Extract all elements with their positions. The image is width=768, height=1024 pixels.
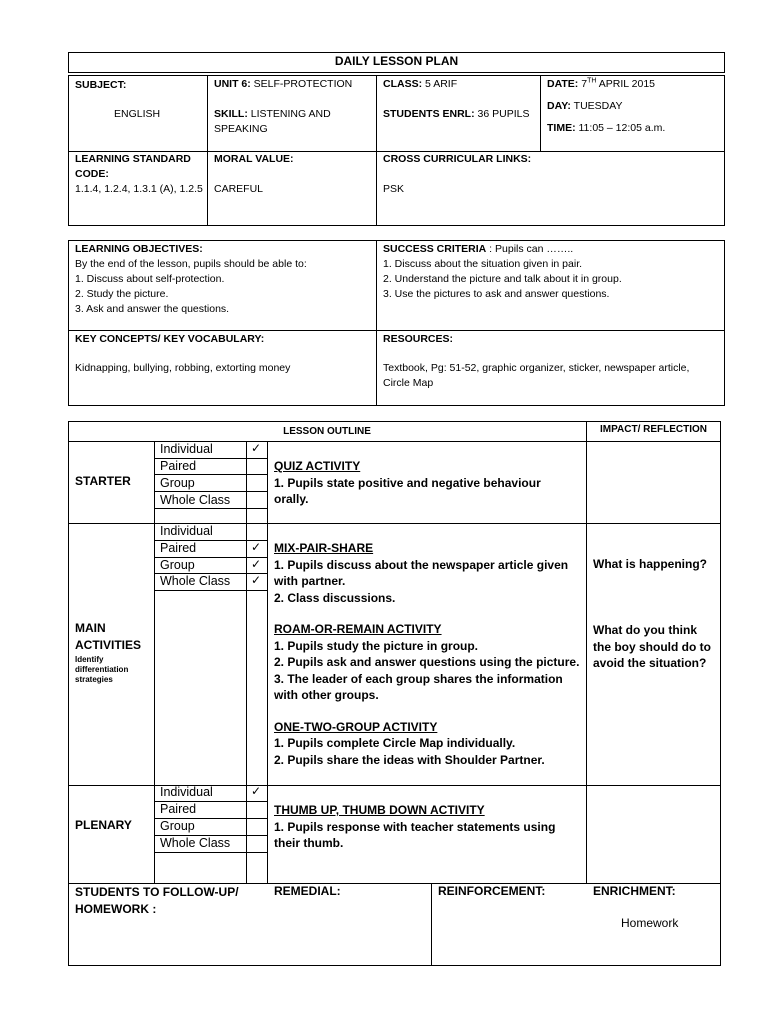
- reinforcement-label: REINFORCEMENT:: [438, 884, 546, 898]
- grouping-paired: Paired: [160, 459, 197, 473]
- unit-field: [214, 77, 374, 92]
- moral-value: CAREFUL: [214, 183, 264, 195]
- grouping-group: Group: [160, 476, 195, 490]
- objective-item: 3. Ask and answer the questions.: [75, 303, 230, 315]
- success-item: 3. Use the pictures to ask and answer questions.: [383, 288, 610, 300]
- cross-curricular-label: CROSS CURRICULAR LINKS:: [383, 153, 532, 165]
- grouping-group: Group: [160, 819, 195, 833]
- objective-item: 1. Discuss about self-protection.: [75, 273, 225, 285]
- check-icon: ✓: [250, 540, 262, 554]
- key-vocabulary-value: Kidnapping, bullying, robbing, extorting money: [75, 362, 291, 374]
- starter-activity-title: QUIZ ACTIVITY: [274, 459, 361, 473]
- activity-title: MIX-PAIR-SHARE: [274, 541, 374, 555]
- time-value: 11:05 – 12:05 a.m.: [575, 122, 666, 134]
- class-field: [383, 77, 457, 92]
- class-value: 5 ARIF: [422, 78, 458, 90]
- grouping-paired: Paired: [160, 802, 197, 816]
- grouping-group: Group: [160, 558, 195, 572]
- enrichment-value: Homework: [621, 916, 679, 930]
- students-field: [383, 107, 529, 122]
- plenary-label: PLENARY: [75, 818, 132, 832]
- starter-activity: [274, 458, 574, 508]
- success-item: 1. Discuss about the situation given in pair.: [383, 258, 583, 270]
- grouping-individual: Individual: [160, 442, 213, 456]
- plenary-activity-line: 1. Pupils response with teacher statements using their thumb.: [274, 819, 556, 850]
- impact-reflection-header: IMPACT/ REFLECTION: [599, 424, 708, 435]
- activity-line: 2. Pupils ask and answer questions using the picture.: [274, 655, 580, 669]
- unit-value: SELF-PROTECTION: [250, 78, 353, 90]
- reflection-question: What is happening?: [593, 557, 707, 571]
- date-suffix: TH: [587, 77, 597, 85]
- moral-value-label: MORAL VALUE:: [214, 153, 294, 165]
- day-value: TUESDAY: [570, 100, 623, 112]
- unit-label: UNIT 6:: [214, 78, 251, 90]
- activity-title: ONE-TWO-GROUP ACTIVITY: [274, 719, 438, 734]
- date-day: 7: [578, 78, 588, 90]
- success-intro: : Pupils can ……..: [486, 243, 574, 255]
- activity-title: ROAM-OR-REMAIN ACTIVITY: [274, 622, 442, 636]
- date-label: DATE:: [547, 78, 579, 90]
- remedial-label: REMEDIAL:: [274, 884, 341, 898]
- grouping-whole-class: Whole Class: [160, 836, 231, 850]
- class-label: CLASS:: [383, 78, 423, 90]
- grouping-paired: Paired: [160, 541, 197, 555]
- reflection-question: What do you think the boy should do to avoid the situation?: [593, 623, 711, 670]
- grouping-whole-class: Whole Class: [160, 574, 231, 588]
- activity-line: 1. Pupils complete Circle Map individually.: [274, 736, 516, 750]
- day-label: DAY:: [547, 100, 571, 112]
- check-icon: ✓: [250, 441, 262, 455]
- date-field: [547, 77, 655, 92]
- starter-label: STARTER: [75, 474, 131, 488]
- main-activities-content: [274, 540, 580, 768]
- students-label: STUDENTS ENRL:: [383, 108, 475, 120]
- check-icon: ✓: [250, 557, 262, 571]
- key-vocabulary-label: KEY CONCEPTS/ KEY VOCABULARY:: [75, 333, 265, 345]
- activity-line: 1. Pupils discuss about the newspaper article given with partner.: [274, 557, 569, 588]
- plenary-activity: [274, 802, 574, 852]
- success-criteria: [383, 242, 721, 302]
- learning-standard-value: 1.1.4, 1.2.4, 1.3.1 (A), 1.2.5: [75, 183, 203, 195]
- learning-standard-label: LEARNING STANDARD CODE:: [75, 153, 191, 180]
- starter-activity-line: 1. Pupils state positive and negative behaviour orally.: [274, 475, 541, 506]
- grouping-individual: Individual: [160, 524, 213, 538]
- subject-value: ENGLISH: [114, 108, 161, 120]
- page-title: DAILY LESSON PLAN: [334, 54, 459, 68]
- success-item: 2. Understand the picture and talk about it in group.: [383, 273, 622, 285]
- resources-label: RESOURCES:: [383, 333, 454, 345]
- objectives-label: LEARNING OBJECTIVES:: [75, 243, 203, 255]
- day-field: [547, 99, 622, 114]
- date-rest: APRIL 2015: [596, 78, 655, 90]
- grouping-individual: Individual: [160, 785, 213, 799]
- cross-curricular-value: PSK: [383, 183, 405, 195]
- check-icon: ✓: [250, 573, 262, 587]
- objective-item: 2. Study the picture.: [75, 288, 169, 300]
- learning-objectives: [75, 242, 373, 317]
- objectives-intro: By the end of the lesson, pupils should be able to:: [75, 258, 307, 270]
- resources-value: Textbook, Pg: 51-52, graphic organizer, sticker, newspaper article, Circle Map: [383, 362, 690, 389]
- time-field: [547, 121, 665, 136]
- activity-line: 2. Class discussions.: [274, 590, 396, 605]
- main-activities-sublabel: Identify differentiation strategies: [75, 655, 129, 684]
- activity-line: 1. Pupils study the picture in group.: [274, 638, 479, 653]
- activity-line: 3. The leader of each group shares the information with other groups.: [274, 671, 563, 702]
- subject-label: SUBJECT:: [75, 79, 127, 91]
- success-label: SUCCESS CRITERIA: [383, 243, 487, 255]
- activity-line: 2. Pupils share the ideas with Shoulder Partner.: [274, 752, 545, 767]
- time-label: TIME:: [547, 122, 576, 134]
- follow-up-label: STUDENTS TO FOLLOW-UP/ HOMEWORK :: [75, 885, 239, 916]
- lesson-outline-header: LESSON OUTLINE: [283, 426, 371, 437]
- main-activities-label: MAIN ACTIVITIES: [75, 621, 142, 652]
- grouping-whole-class: Whole Class: [160, 493, 231, 507]
- students-value: 36 PUPILS: [474, 108, 530, 120]
- check-icon: ✓: [250, 784, 262, 798]
- enrichment-label: ENRICHMENT:: [593, 884, 676, 898]
- skill-value: LISTENING AND SPEAKING: [214, 108, 331, 135]
- skill-field: [214, 107, 364, 137]
- plenary-activity-title: THUMB UP, THUMB DOWN ACTIVITY: [274, 803, 485, 817]
- skill-label: SKILL:: [214, 108, 248, 120]
